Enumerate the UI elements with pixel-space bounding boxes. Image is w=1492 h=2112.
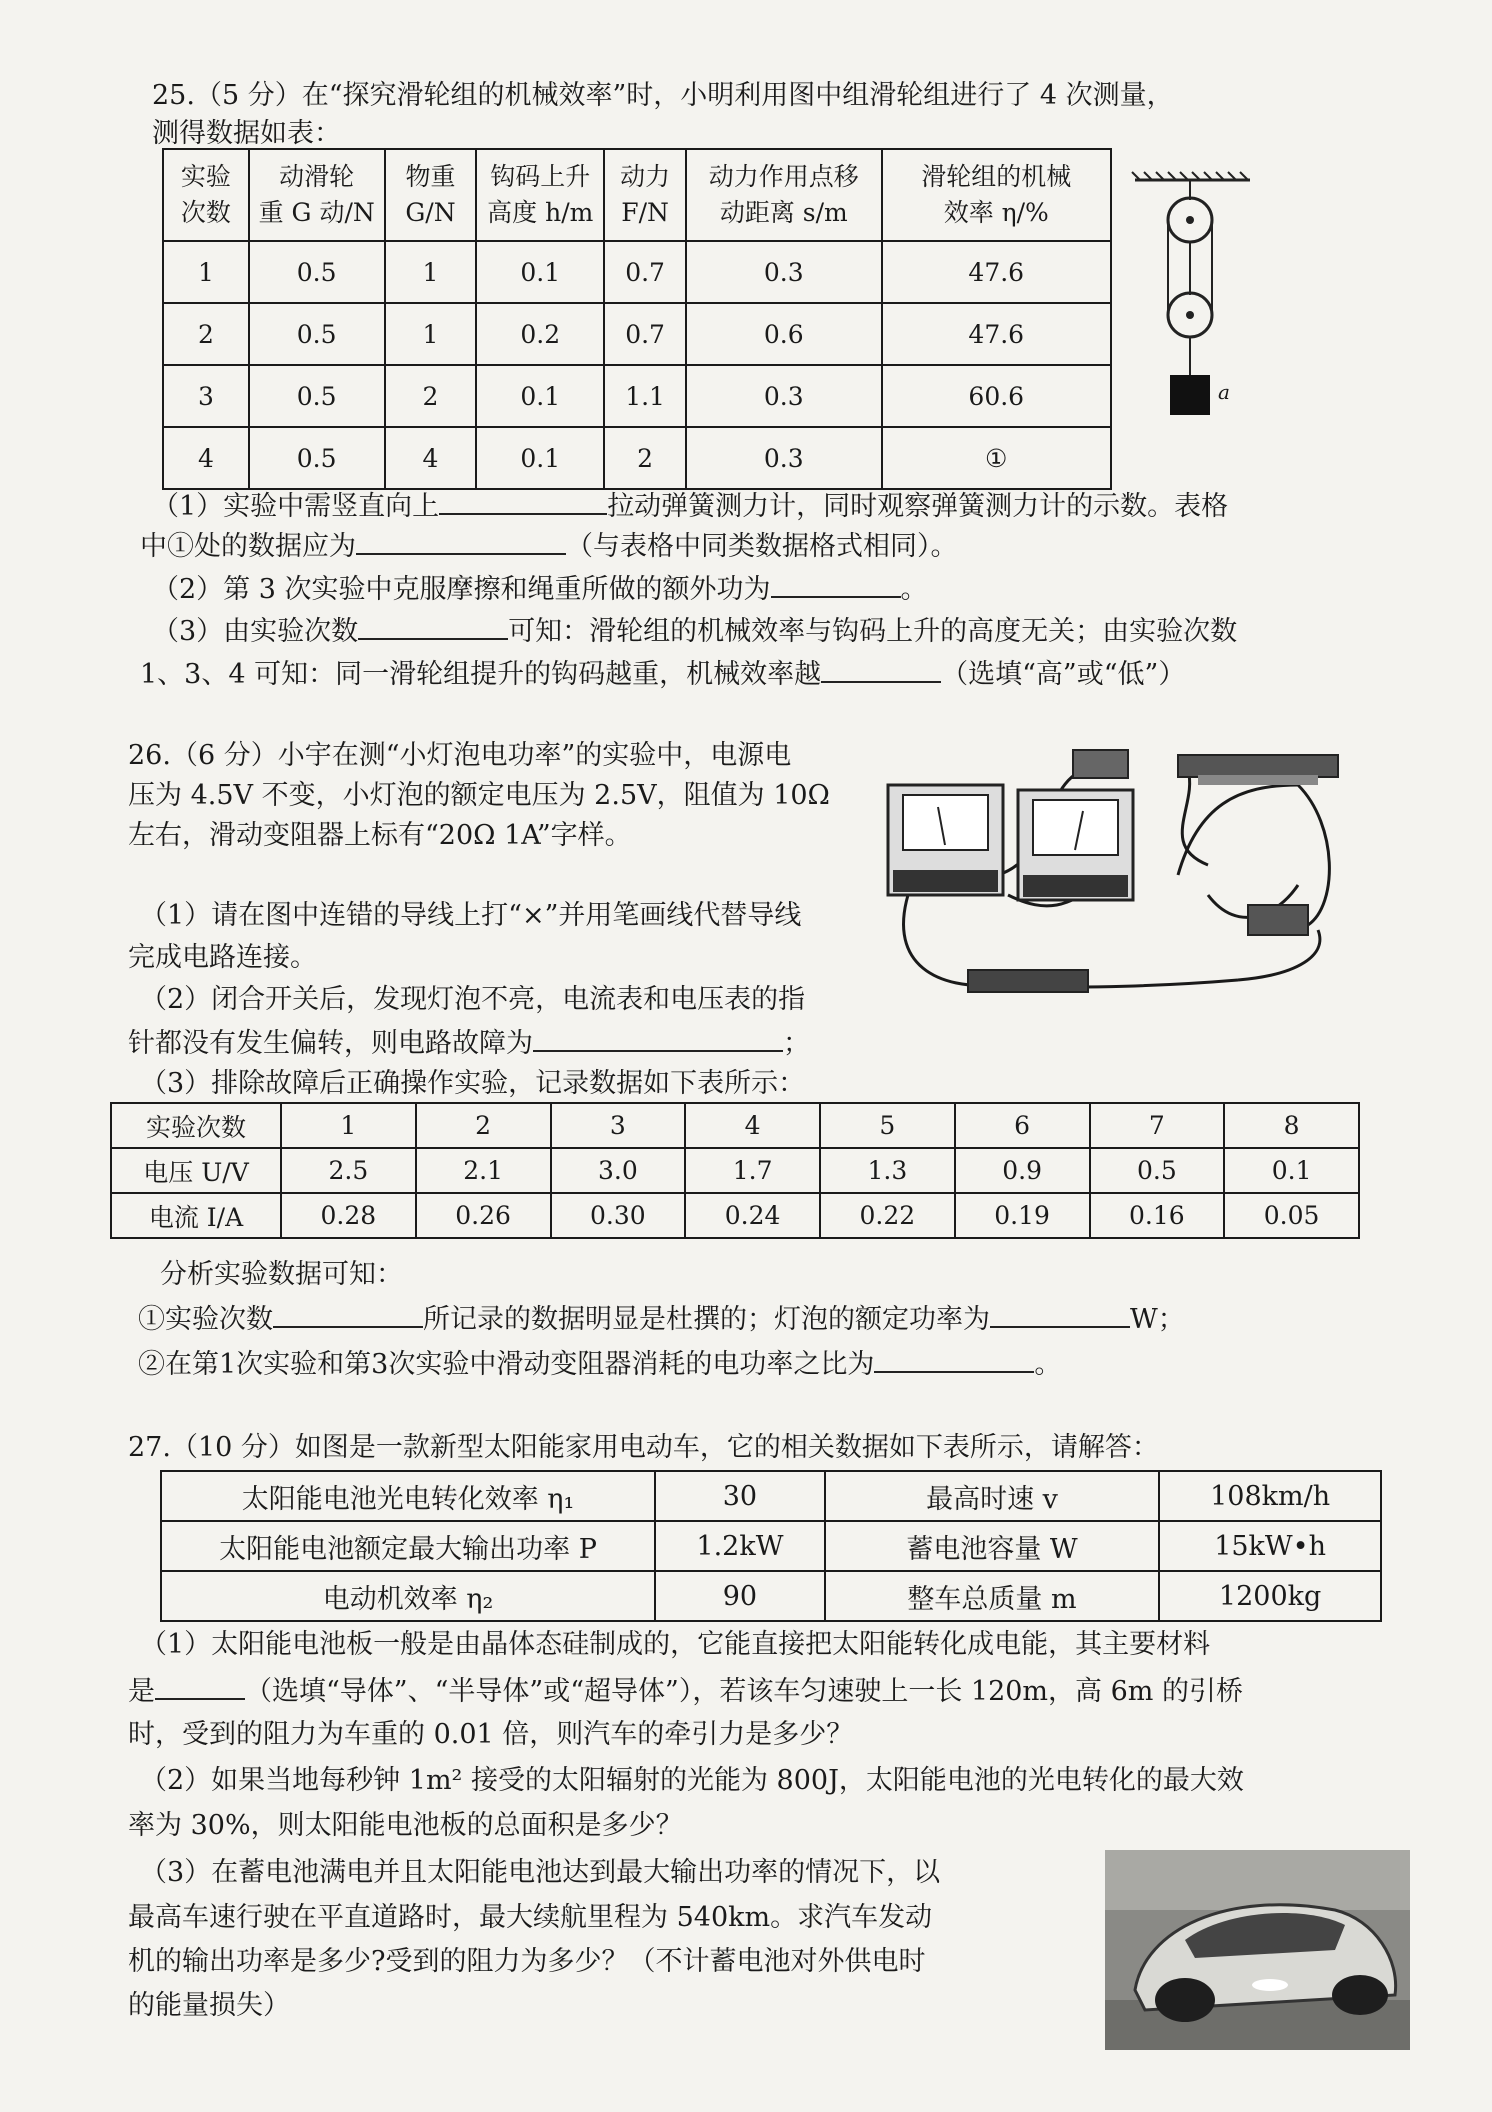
figure-label: a (1218, 380, 1230, 404)
table-cell: 0.2 (476, 303, 604, 365)
answer-blank[interactable] (771, 570, 901, 598)
table-row (163, 365, 1111, 427)
table-cell: 4 (385, 427, 477, 489)
table-cell: 0.19 (955, 1193, 1090, 1238)
q26-part2-line2: 针都没有发生偏转，则电路故障为 ； (128, 1024, 810, 1062)
table-cell: 0.16 (1090, 1193, 1225, 1238)
table-cell: 2 (416, 1103, 551, 1148)
table-cell: 1.1 (604, 365, 686, 427)
q26-analysis-heading: 分析实验数据可知： (160, 1259, 403, 1290)
q25-intro-line2: 测得数据如表： (152, 118, 341, 149)
header-cell: 动力 F/N (604, 149, 686, 241)
table-cell: ① (882, 427, 1111, 489)
table-row (163, 241, 1111, 303)
q27-part2-line1: （2）如果当地每秒钟 1m² 接受的太阳辐射的光能为 800J，太阳能电池的光电转化的最大效 (140, 1765, 1244, 1796)
table-row (111, 1193, 1359, 1238)
q26-analysis-line2: ②在第1次实验和第3次实验中滑动变阻器消耗的电功率之比为 。 (138, 1345, 1061, 1383)
table-row (111, 1103, 1359, 1148)
table-cell: 0.5 (249, 303, 385, 365)
q25-intro-line1: 25.（5 分）在“探究滑轮组的机械效率”时，小明利用图中组滑轮组进行了 4 次测量， (152, 80, 1174, 111)
table-cell: 108km/h (1159, 1471, 1381, 1521)
table-cell: 0.30 (551, 1193, 686, 1238)
table-cell: 0.05 (1224, 1193, 1359, 1238)
table-cell: 47.6 (882, 303, 1111, 365)
table-cell: 0.3 (686, 241, 882, 303)
answer-blank[interactable] (874, 1345, 1034, 1373)
q26-intro-line3: 左右，滑动变阻器上标有“20Ω 1A”字样。 (128, 820, 632, 851)
q27-part1-line3: 时，受到的阻力为车重的 0.01 倍，则汽车的牵引力是多少？ (128, 1719, 854, 1750)
table-row (161, 1471, 1381, 1521)
table-cell: 0.5 (249, 241, 385, 303)
q26-intro-line1: 26.（6 分）小宇在测“小灯泡电功率”的实验中，电源电 (128, 740, 792, 771)
answer-blank[interactable] (533, 1024, 783, 1052)
table-row (163, 303, 1111, 365)
q26-part3-line: （3）排除故障后正确操作实验，记录数据如下表所示： (140, 1068, 806, 1099)
table-cell: 47.6 (882, 241, 1111, 303)
table-cell: 0.28 (281, 1193, 416, 1238)
table-cell: 0.7 (604, 241, 686, 303)
q26-analysis-line1: ①实验次数 所记录的数据明显是杜撰的；灯泡的额定功率为 W； (138, 1300, 1185, 1338)
table-cell: 电流 I/A (111, 1193, 281, 1238)
table-cell: 4 (163, 427, 249, 489)
table-cell: 0.26 (416, 1193, 551, 1238)
q25-part1-line2: 中①处的数据应为 （与表格中同类数据格式相同）。 (140, 527, 958, 565)
q27-part1-line2: 是 （选填“导体”、“半导体”或“超导体”），若该车匀速驶上一长 120m，高 6m 的引桥 (128, 1672, 1243, 1710)
q26-intro-line2: 压为 4.5V 不变，小灯泡的额定电压为 2.5V，阻值为 10Ω (128, 780, 830, 811)
table-cell: 3.0 (551, 1148, 686, 1193)
header-cell: 物重 G/N (385, 149, 477, 241)
table-cell: 太阳能电池额定最大输出功率 P (161, 1521, 655, 1571)
table-cell: 1 (385, 241, 477, 303)
q25-data-table (162, 148, 1112, 490)
q27-spec-table (160, 1470, 1382, 1622)
q25-part1-line1: （1）实验中需竖直向上 拉动弹簧测力计，同时观察弹簧测力计的示数。表格 (152, 487, 1228, 525)
answer-blank[interactable] (155, 1672, 245, 1700)
table-cell: 蓄电池容量 W (825, 1521, 1159, 1571)
table-cell: 电压 U/V (111, 1148, 281, 1193)
table-cell: 整车总质量 m (825, 1571, 1159, 1621)
table-cell: 15kW•h (1159, 1521, 1381, 1571)
table-cell: 2.5 (281, 1148, 416, 1193)
table-cell: 1 (163, 241, 249, 303)
table-cell: 1.7 (685, 1148, 820, 1193)
circuit-figure (878, 745, 1348, 1000)
answer-blank[interactable] (990, 1300, 1130, 1328)
table-cell: 0.1 (476, 365, 604, 427)
lamp-holder (1073, 750, 1128, 778)
battery (968, 970, 1088, 992)
q27-part3-line3: 机的输出功率是多少?受到的阻力为多少？（不计蓄电池对外供电时 (128, 1946, 926, 1977)
table-cell: 0.5 (249, 365, 385, 427)
q27-part1-line1: （1）太阳能电池板一般是由晶体态硅制成的，它能直接把太阳能转化成电能，其主要材料 (140, 1629, 1211, 1660)
table-row (161, 1521, 1381, 1571)
q26-data-table (110, 1102, 1360, 1239)
table-cell: 0.3 (686, 427, 882, 489)
table-cell: 30 (655, 1471, 825, 1521)
switch (1248, 905, 1308, 935)
table-cell: 实验次数 (111, 1103, 281, 1148)
table-cell: 最高时速 v (825, 1471, 1159, 1521)
q26-part2-line1: （2）闭合开关后，发现灯泡不亮，电流表和电压表的指 (140, 984, 806, 1015)
q27-part3-line1: （3）在蓄电池满电并且太阳能电池达到最大输出功率的情况下，以 (140, 1857, 941, 1888)
table-cell: 0.6 (686, 303, 882, 365)
q26-part1-line2: 完成电路连接。 (128, 942, 317, 973)
table-cell: 1 (385, 303, 477, 365)
table-cell: 1.2kW (655, 1521, 825, 1571)
table-cell: 5 (820, 1103, 955, 1148)
table-header-row (163, 149, 1111, 241)
header-cell: 钩码上升 高度 h/m (476, 149, 604, 241)
header-cell: 实验 次数 (163, 149, 249, 241)
table-cell: 1.3 (820, 1148, 955, 1193)
table-cell: 0.5 (249, 427, 385, 489)
header-cell: 动滑轮 重 G 动/N (249, 149, 385, 241)
table-cell: 3 (551, 1103, 686, 1148)
table-cell: 60.6 (882, 365, 1111, 427)
solar-car-photo (1105, 1850, 1410, 2050)
table-cell: 4 (685, 1103, 820, 1148)
table-cell: 7 (1090, 1103, 1225, 1148)
q26-part1-line1: （1）请在图中连错的导线上打“×”并用笔画线代替导线 (140, 900, 802, 931)
q27-part3-line4: 的能量损失） (128, 1990, 290, 2021)
pulley-system-figure (1130, 170, 1260, 440)
table-cell: 0.9 (955, 1148, 1090, 1193)
table-row (111, 1148, 1359, 1193)
table-cell: 1200kg (1159, 1571, 1381, 1621)
table-cell: 2 (385, 365, 477, 427)
table-cell: 0.1 (476, 241, 604, 303)
answer-blank[interactable] (439, 487, 607, 515)
answer-blank[interactable] (358, 612, 508, 640)
table-cell: 电动机效率 η₂ (161, 1571, 655, 1621)
table-cell: 0.3 (686, 365, 882, 427)
table-cell: 1 (281, 1103, 416, 1148)
q25-part2-line: （2）第 3 次实验中克服摩擦和绳重所做的额外功为 。 (152, 570, 928, 608)
table-cell: 0.7 (604, 303, 686, 365)
table-cell: 0.1 (1224, 1148, 1359, 1193)
table-cell: 0.24 (685, 1193, 820, 1238)
table-row (161, 1571, 1381, 1621)
q25-part3-line2: 1、3、4 可知：同一滑轮组提升的钩码越重，机械效率越 （选填“高”或“低”） (140, 655, 1185, 693)
answer-blank[interactable] (356, 527, 566, 555)
table-cell: 2 (163, 303, 249, 365)
table-cell: 0.5 (1090, 1148, 1225, 1193)
q27-intro: 27.（10 分）如图是一款新型太阳能家用电动车，它的相关数据如下表所示，请解答： (128, 1432, 1159, 1463)
header-cell: 动力作用点移 动距离 s/m (686, 149, 882, 241)
header-cell: 滑轮组的机械 效率 η/% (882, 149, 1111, 241)
table-cell: 2 (604, 427, 686, 489)
table-cell: 6 (955, 1103, 1090, 1148)
table-cell: 太阳能电池光电转化效率 η₁ (161, 1471, 655, 1521)
table-cell: 0.1 (476, 427, 604, 489)
rheostat (1178, 755, 1338, 777)
answer-blank[interactable] (821, 655, 941, 683)
q27-part2-line2: 率为 30%，则太阳能电池板的总面积是多少？ (128, 1810, 683, 1841)
table-cell: 2.1 (416, 1148, 551, 1193)
table-cell: 0.22 (820, 1193, 955, 1238)
answer-blank[interactable] (273, 1300, 423, 1328)
table-row (163, 427, 1111, 489)
table-cell: 8 (1224, 1103, 1359, 1148)
q27-part3-line2: 最高车速行驶在平直道路时，最大续航里程为 540km。求汽车发动 (128, 1902, 933, 1933)
table-cell: 3 (163, 365, 249, 427)
q25-part3-line1: （3）由实验次数 可知：滑轮组的机械效率与钩码上升的高度无关；由实验次数 (152, 612, 1237, 650)
table-cell: 90 (655, 1571, 825, 1621)
